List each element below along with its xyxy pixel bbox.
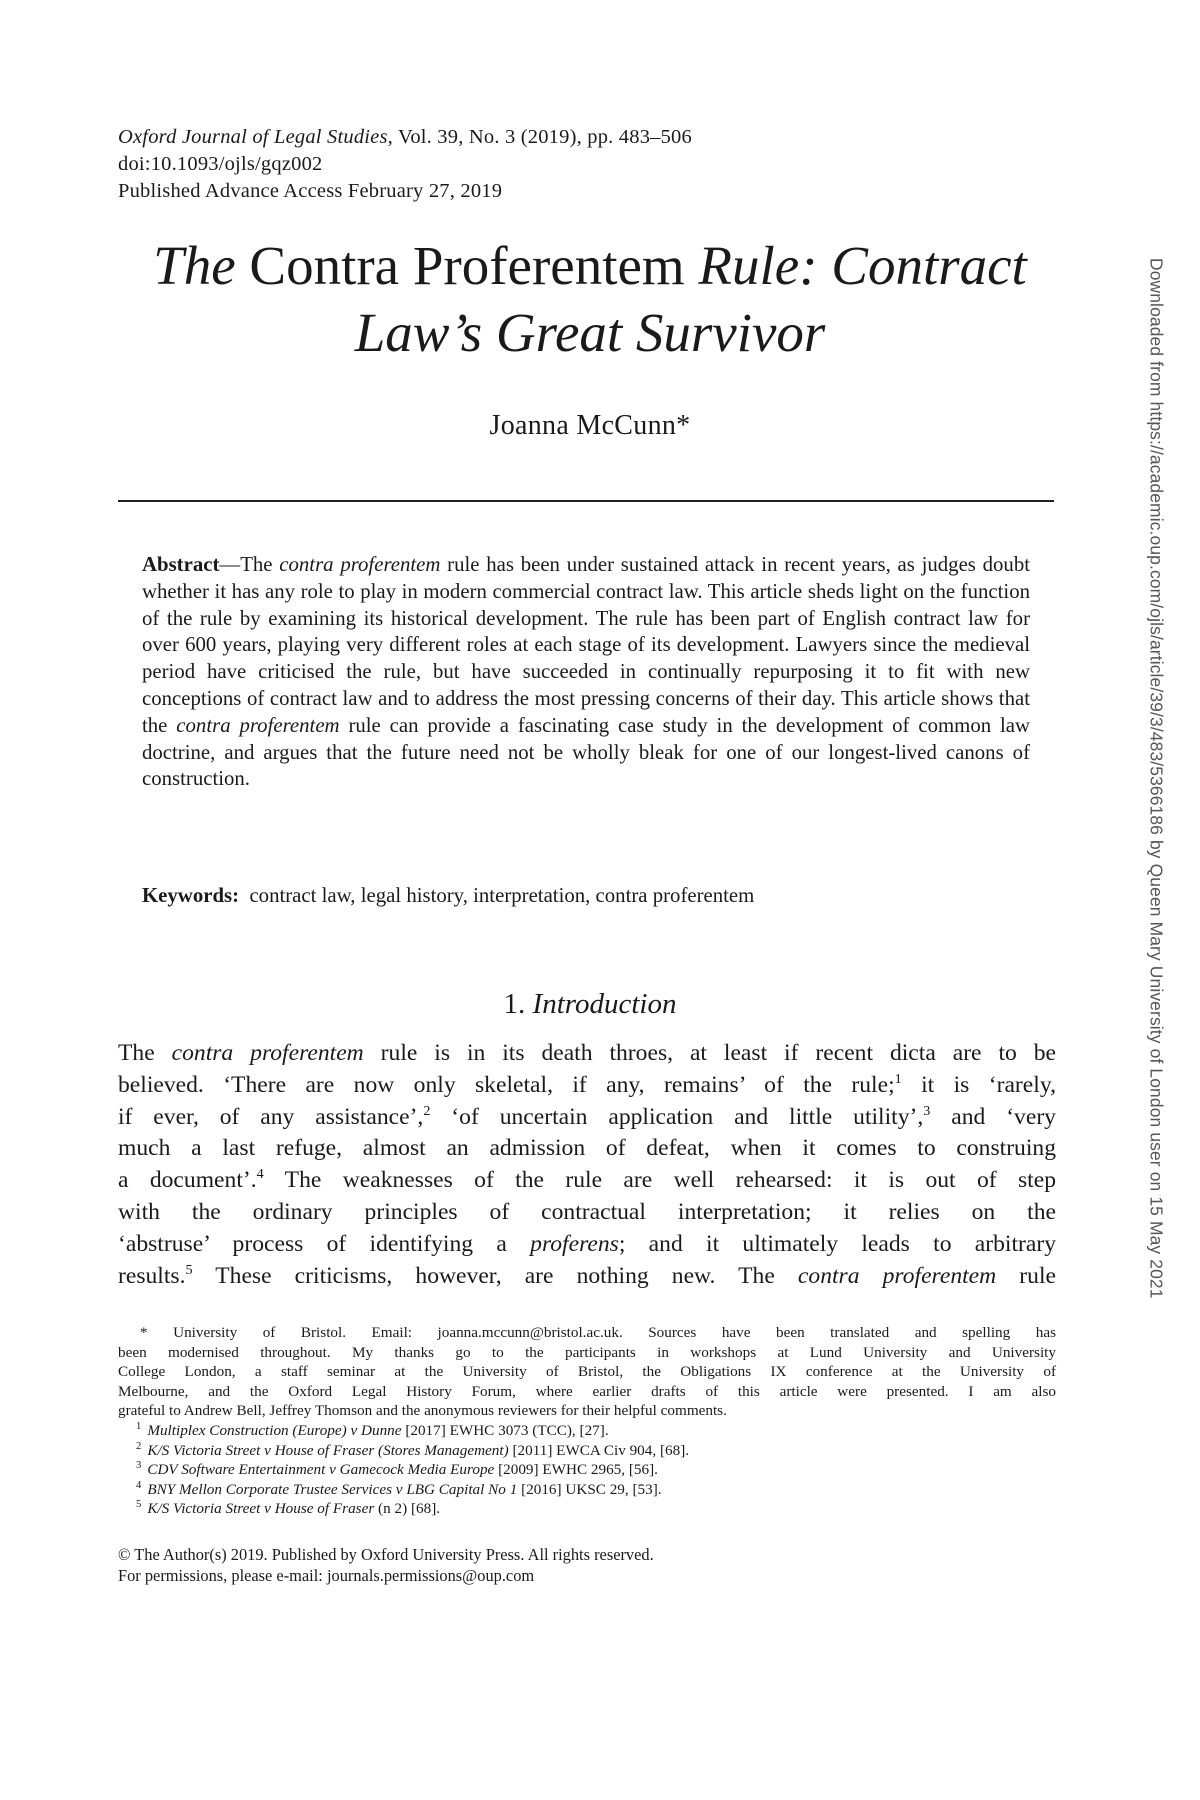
keywords-label: Keywords:	[142, 884, 240, 907]
title-contra: Contra Proferentem	[249, 235, 685, 296]
author-name: Joanna McCunn*	[489, 410, 691, 441]
body-line: results.$^5$ These criticisms, however, are nothing new. The contra proferentem rule	[118, 1261, 1056, 1289]
body-line: much a last refuge, almost an admission of defeat, when it comes to construing	[118, 1135, 1056, 1162]
keywords	[142, 882, 1030, 909]
footnote-ref[interactable]: 3	[923, 1102, 931, 1119]
footnote: $^1$ Multiplex Construction (Europe) v Dunne [2017] EWHC 3073 (TCC), [27].	[136, 1420, 609, 1439]
copyright	[118, 1544, 1018, 1586]
abstract	[142, 552, 1030, 793]
download-watermark	[1144, 258, 1168, 1522]
abstract-part-2: rule has been under sustained attack in recent years, as judges doubt whether it has any role to play in modern commercial contract law. This article sheds light on the function of the rule by examining its historical development. The rule has been part of English contract law for over 600 years, playing very different roles at each stage of its development. Lawyers since the medieval period have criticised the rule, but have succeeded in continually repurposing it to fit with new conceptions of contract law and to address the most pressing concerns of their day. This article shows that the	[142, 553, 1031, 737]
footnote-ref[interactable]: 4	[256, 1166, 264, 1183]
body-line: a document’.$^4$ The weaknesses of the rule are well rehearsed: it is out of step	[118, 1166, 1056, 1194]
article-title	[110, 232, 1070, 366]
section-heading	[110, 988, 1070, 1021]
journal-citation	[118, 124, 938, 151]
title-rule-contract: Rule: Contract	[698, 235, 1027, 296]
section-title: Introduction	[532, 988, 677, 1020]
title-the: The	[153, 235, 236, 296]
footnote-ref[interactable]: 5	[185, 1261, 193, 1278]
footnote: $^3$ CDV Software Entertainment v Gamecock Media Europe [2009] EWHC 2965, [56].	[136, 1460, 658, 1479]
footnote: $^5$ K/S Victoria Street v House of Fraser (n 2) [68].	[136, 1499, 441, 1518]
title-line-2: Law’s Great Survivor	[354, 302, 826, 363]
author-note-line: grateful to Andrew Bell, Jeffrey Thomson and the anonymous reviewers for their helpful comments.	[118, 1402, 727, 1420]
doi: doi:10.1093/ojls/gqz002	[118, 153, 323, 175]
journal-name: Oxford Journal of Legal Studies,	[118, 126, 393, 148]
author-note-line: College London, a staff seminar at the University of Bristol, the Obligations IX conference at the University of	[118, 1363, 1056, 1381]
body-line: believed. ‘There are now only skeletal, if any, remains’ of the rule;$^1$ it is ‘rarely,	[118, 1070, 1056, 1098]
author-note-line: been modernised throughout. My thanks go to the participants in workshops at Lund University and University	[118, 1343, 1056, 1361]
volume-pages: Vol. 39, No. 3 (2019), pp. 483–506	[397, 126, 692, 148]
title-divider	[118, 500, 1054, 502]
author-note-line: Melbourne, and the Oxford Legal History Forum, where earlier drafts of this article were presented. I am also	[118, 1382, 1056, 1400]
footnote: $^2$ K/S Victoria Street v House of Fraser (Stores Management) [2011] EWCA Civ 904, [68].	[136, 1440, 690, 1459]
author-note-line: * University of Bristol. Email: joanna.mccunn@bristol.ac.uk. Sources have been translated and spelling has	[140, 1324, 1056, 1341]
footnote-ref[interactable]: 1	[894, 1070, 902, 1087]
body-line: if ever, of any assistance’,$^2$ ‘of uncertain application and little utility’,$^3$ and ‘very	[118, 1102, 1056, 1130]
abstract-label: Abstract	[142, 553, 220, 576]
footnotes	[118, 1323, 1056, 1519]
download-watermark-text: Downloaded from https://academic.oup.com/ojls/article/39/3/483/5366186 by Queen Mary University of London user on 15 May 2021	[1146, 258, 1167, 1299]
abstract-part-3: rule can provide a fascinating case study in the development of common law doctrine, and argues that the future need not be wholly bleak for one of our longest-lived canons of construction.	[142, 713, 1031, 791]
body-line: with the ordinary principles of contractual interpretation; it relies on the	[118, 1198, 1056, 1225]
copyright-line: © The Author(s) 2019. Published by Oxford University Press. All rights reserved.	[118, 1545, 654, 1564]
abstract-italic-1: contra proferentem	[279, 553, 441, 576]
footnote: $^4$ BNY Mellon Corporate Trustee Services v LBG Capital No 1 [2016] UKSC 29, [53].	[136, 1479, 662, 1498]
body-line: The contra proferentem rule is in its death throes, at least if recent dicta are to be	[118, 1040, 1057, 1066]
abstract-part-1: —The	[219, 553, 273, 576]
body-text	[118, 1038, 1056, 1292]
title-line-1	[110, 232, 1070, 299]
body-line: ‘abstruse’ process of identifying a proferens; and it ultimately leads to arbitrary	[118, 1230, 1056, 1257]
section-number: 1.	[503, 988, 526, 1020]
published-date: Published Advance Access February 27, 2019	[118, 180, 503, 202]
abstract-text	[142, 552, 1030, 793]
permissions-line: For permissions, please e-mail: journals.permissions@oup.com	[118, 1566, 535, 1585]
abstract-italic-2: contra proferentem	[176, 713, 340, 737]
journal-header	[118, 124, 938, 205]
footnote-ref[interactable]: 2	[423, 1102, 431, 1119]
keywords-text: contract law, legal history, interpretation, contra proferentem	[249, 884, 755, 907]
